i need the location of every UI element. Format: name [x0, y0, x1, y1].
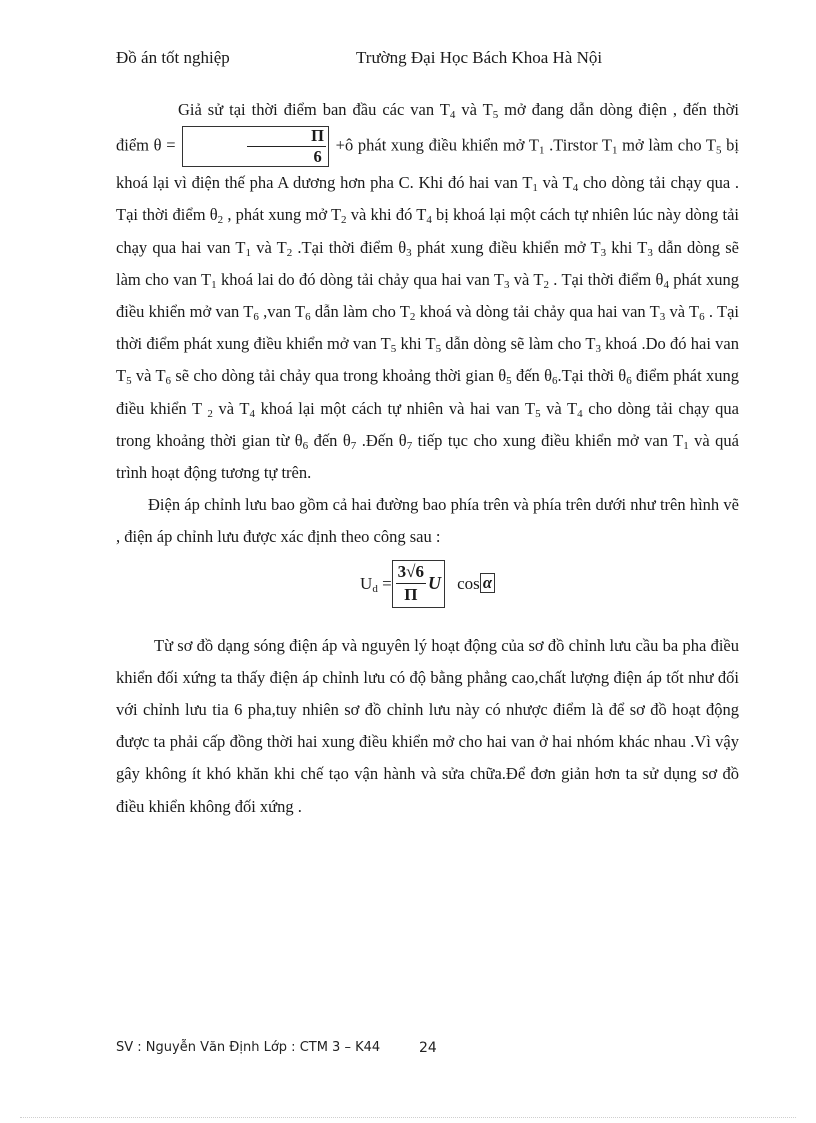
page-header: [116, 48, 716, 74]
paragraph-operation: Giả sử tại thời điểm ban đầu các van $T_4$ và $T_5$ mở đang dẫn dòng điện , đến thời điểm θ = $\frac{\Pi}{6}$ +ô phát xung điều khiển mở $T_1$ .Tirstor $T_1$ mở làm cho $T_5$ bị khoá lại vì điện thế pha A dương hơn pha C. Khi đó hai van $T_1$ và $T_4$ cho dòng tải chạy qua . Tại thời điểm $\theta_2$ , phát xung mở $T_2$ và khi đó $T_4$ bị khoá lại một cách tự nhiên lúc này dòng tải chạy qua hai van $T_1$ và $T_2$ .Tại thời điểm $\theta_3$ phát xung điều khiển mở $T_3$ khi $T_3$ dẫn dòng sẽ làm cho van $T_1$ khoá lai do đó dòng tải chảy qua hai van $T_3$ và $T_2$ . Tại thời điểm $\theta_4$ phát xung điều khiển mở van $T_6$ ,van $T_6$ dẫn làm cho $T_2$ khoá và dòng tải chảy qua hai van $T_3$ và $T_6$ . Tại thời điểm phát xung điều khiển mở van $T_5$ khi $T_5$ dẫn dòng sẽ làm cho $T_3$ khoá .Do đó hai van $T_5$ và $T_6$ sẽ cho dòng tải chảy qua trong khoảng thời gian $\theta_5$ đến $\theta_6.Tại$ thời $\theta_6$ điểm phát xung điều khiển T $_2$ và $T_4$ khoá lại một cách tự nhiên và hai van $T_5$ và $T_4$ cho dòng tải chạy qua trong khoảng thời gian từ $\theta_6$ đến $\theta_7$ .Đến $\theta_7$ tiếp tục cho xung điều khiển mở van $T_1$ và quá trình hoạt động tương tự trên.: [116, 100, 740, 483]
formula-lhs: $U_d$ =: [360, 573, 392, 595]
paragraph-voltage-intro: Điện áp chỉnh lưu bao gồm cả hai đường bao phía trên và phía trên dưới như trên hình vẽ , điện áp chỉnh lưu được xác định theo công sau :: [116, 495, 739, 547]
header-right-title: Trường Đại Học Bách Khoa Hà Nội: [356, 48, 603, 67]
page-number: 24: [419, 1040, 437, 1056]
rectified-voltage-formula: [116, 560, 739, 622]
paragraph-conclusion: Từ sơ đồ dạng sóng điện áp và nguyên lý hoạt động của sơ đồ chỉnh lưu cầu ba pha điều khiển đối xứng ta thấy điện áp chỉnh lưu có độ bằng phẳng cao,chất lượng điện áp tốt như đối với chỉnh lưu tia 6 pha,tuy nhiên sơ đồ chỉnh lưu này có nhược điểm là để sơ đồ hoạt động được ta phải cấp đồng thời hai xung điều khiển mở cho hai van ở hai nhóm khác nhau .Vì vậy gây không ít khó khăn khi chế tạo vận hành và sửa chữa.Để đơn giản hơn ta sử dụng sơ đồ điều khiển không đối xứng .: [116, 635, 739, 816]
footer-student-info: SV : Nguyễn Văn Định Lớp : CTM 3 – K44: [116, 1040, 381, 1055]
page-footer: [116, 1040, 516, 1055]
formula-fraction-box: $\frac{3√6}{\Pi}$ U: [392, 560, 445, 607]
formula-cos: cos: [457, 573, 480, 593]
header-left-title: Đồ án tốt nghiệp: [116, 48, 230, 67]
page-bottom-divider: [20, 1117, 796, 1118]
formula-alpha-box: α: [480, 573, 495, 593]
fraction-pi-over-6: $\frac{\Pi}{6}$: [182, 126, 329, 167]
document-body: [116, 94, 739, 823]
